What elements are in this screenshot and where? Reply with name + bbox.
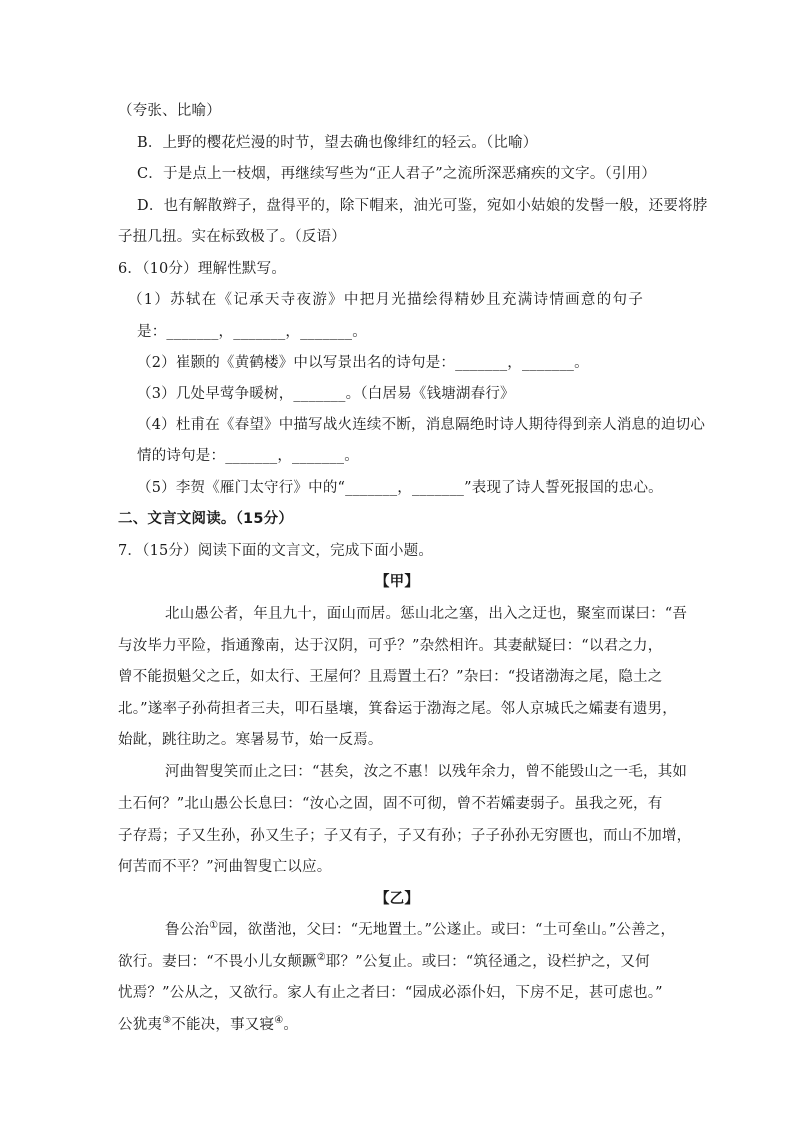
passage-yi-line4-e: 。 <box>283 1017 299 1033</box>
option-c: C．于是点上一枝烟，再继续写些为“正人君子”之流所深恶痛疾的文字。（引用） <box>137 166 657 182</box>
question-6-heading: 6．（10分）理解性默写。 <box>118 261 287 277</box>
passage-jia-para2-line1: 河曲智叟笑而止之曰：“甚矣，汝之不惠！以残年余力，曾不能毁山之一毛，其如 <box>165 764 688 780</box>
question-6-item-1-blanks: 是：_______，_______，_______。 <box>137 324 367 340</box>
footnote-marker-1: ① <box>209 920 219 932</box>
passage-yi-line4-a: 公犹夷 <box>118 1017 163 1033</box>
passage-jia-title: 【甲】 <box>374 574 420 590</box>
passage-yi-line1-a: 鲁公治 <box>165 922 210 938</box>
passage-yi-title: 【乙】 <box>374 891 420 907</box>
passage-yi-line2 <box>118 952 650 972</box>
passage-yi-line4 <box>118 1015 298 1035</box>
passage-yi-line3: 忧焉？”公从之，又欲行。家人有止之者曰：“园成必添仆妇，下房不足，甚可虑也。” <box>118 985 663 1001</box>
question-7-heading: 7．（15分）阅读下面的文言文，完成下面小题。 <box>118 543 434 559</box>
option-a-tail: （夸张、比喻） <box>118 103 221 119</box>
passage-yi-line2-c: 耶？”公复止。或曰：“筑径通之，设栏护之，又何 <box>325 954 650 970</box>
footnote-marker-3: ③ <box>162 1015 172 1027</box>
passage-jia-para1-line4: 北。”遂率子孙荷担者三夫，叩石垦壤，箕畚运于渤海之尾。邻人京城氏之孀妻有遗男， <box>118 701 677 717</box>
passage-jia-para1-line5: 始龀，跳往助之。寒暑易节，始一反焉。 <box>118 732 383 748</box>
footnote-marker-2: ② <box>316 952 326 964</box>
passage-yi-line2-a: 欲行。妻曰：“不畏小儿女颠蹶 <box>118 954 317 970</box>
passage-yi-line1 <box>165 920 675 940</box>
question-6-item-4-blanks: 情的诗句是：_______，_______。 <box>137 448 359 464</box>
section-2-heading: 二、文言文阅读。（15分） <box>118 511 294 527</box>
question-6-item-1: （1）苏轼在《记承天寺夜游》中把月光描绘得精妙且充满诗情画意的句子 <box>128 292 645 308</box>
question-6-item-2: （2）崔颢的《黄鹤楼》中以写景出名的诗句是：_______，_______。 <box>137 355 589 371</box>
passage-yi-line4-c: 不能决，事又寝 <box>171 1017 275 1033</box>
passage-jia-para2-line2: 土石何？”北山愚公长息曰：“汝心之固，固不可彻，曾不若孀妻弱子。虽我之死，有 <box>118 796 663 812</box>
question-6-item-3: （3）几处早莺争暖树，_______。（白居易《钱塘湖春行》 <box>137 386 515 402</box>
passage-jia-para1-line1: 北山愚公者，年且九十，面山而居。惩山北之塞，出入之迂也，聚室而谋曰：“吾 <box>165 606 688 622</box>
footnote-marker-4: ④ <box>274 1015 284 1027</box>
passage-jia-para2-line3: 子存焉；子又生孙，孙又生子；子又有子，子又有孙；子子孙孙无穷匮也，而山不加增， <box>118 828 692 844</box>
option-b: B．上野的樱花烂漫的时节，望去确也像绯红的轻云。（比喻） <box>137 135 538 151</box>
passage-jia-para1-line2: 与汝毕力平险，指通豫南，达于汉阴，可乎？”杂然相许。其妻献疑曰：“以君之力， <box>118 638 663 654</box>
option-d: D．也有解散辫子，盘得平的，除下帽来，油光可鉴，宛如小姑娘的发髻一般，还要将脖 <box>137 198 708 214</box>
question-6-item-4: （4）杜甫在《春望》中描写战火连续不断，消息隔绝时诗人期待得到亲人消息的迫切心 <box>137 417 706 433</box>
question-6-item-5: （5）李贺《雁门太守行》中的“_______，_______”表现了诗人誓死报国的忠心。 <box>137 480 663 496</box>
option-d-continued: 子扭几扭。实在标致极了。（反语） <box>118 229 346 245</box>
passage-jia-para2-line4: 何苦而不平？”河曲智叟亡以应。 <box>118 859 332 875</box>
passage-jia-para1-line3: 曾不能损魁父之丘，如太行、王屋何？且焉置土石？”杂曰：“投诸渤海之尾，隐土之 <box>118 669 663 685</box>
passage-yi-line1-c: 园，欲凿池，父曰：“无地置土。”公遂止。或曰：“土可垒山。”公善之， <box>218 922 676 938</box>
